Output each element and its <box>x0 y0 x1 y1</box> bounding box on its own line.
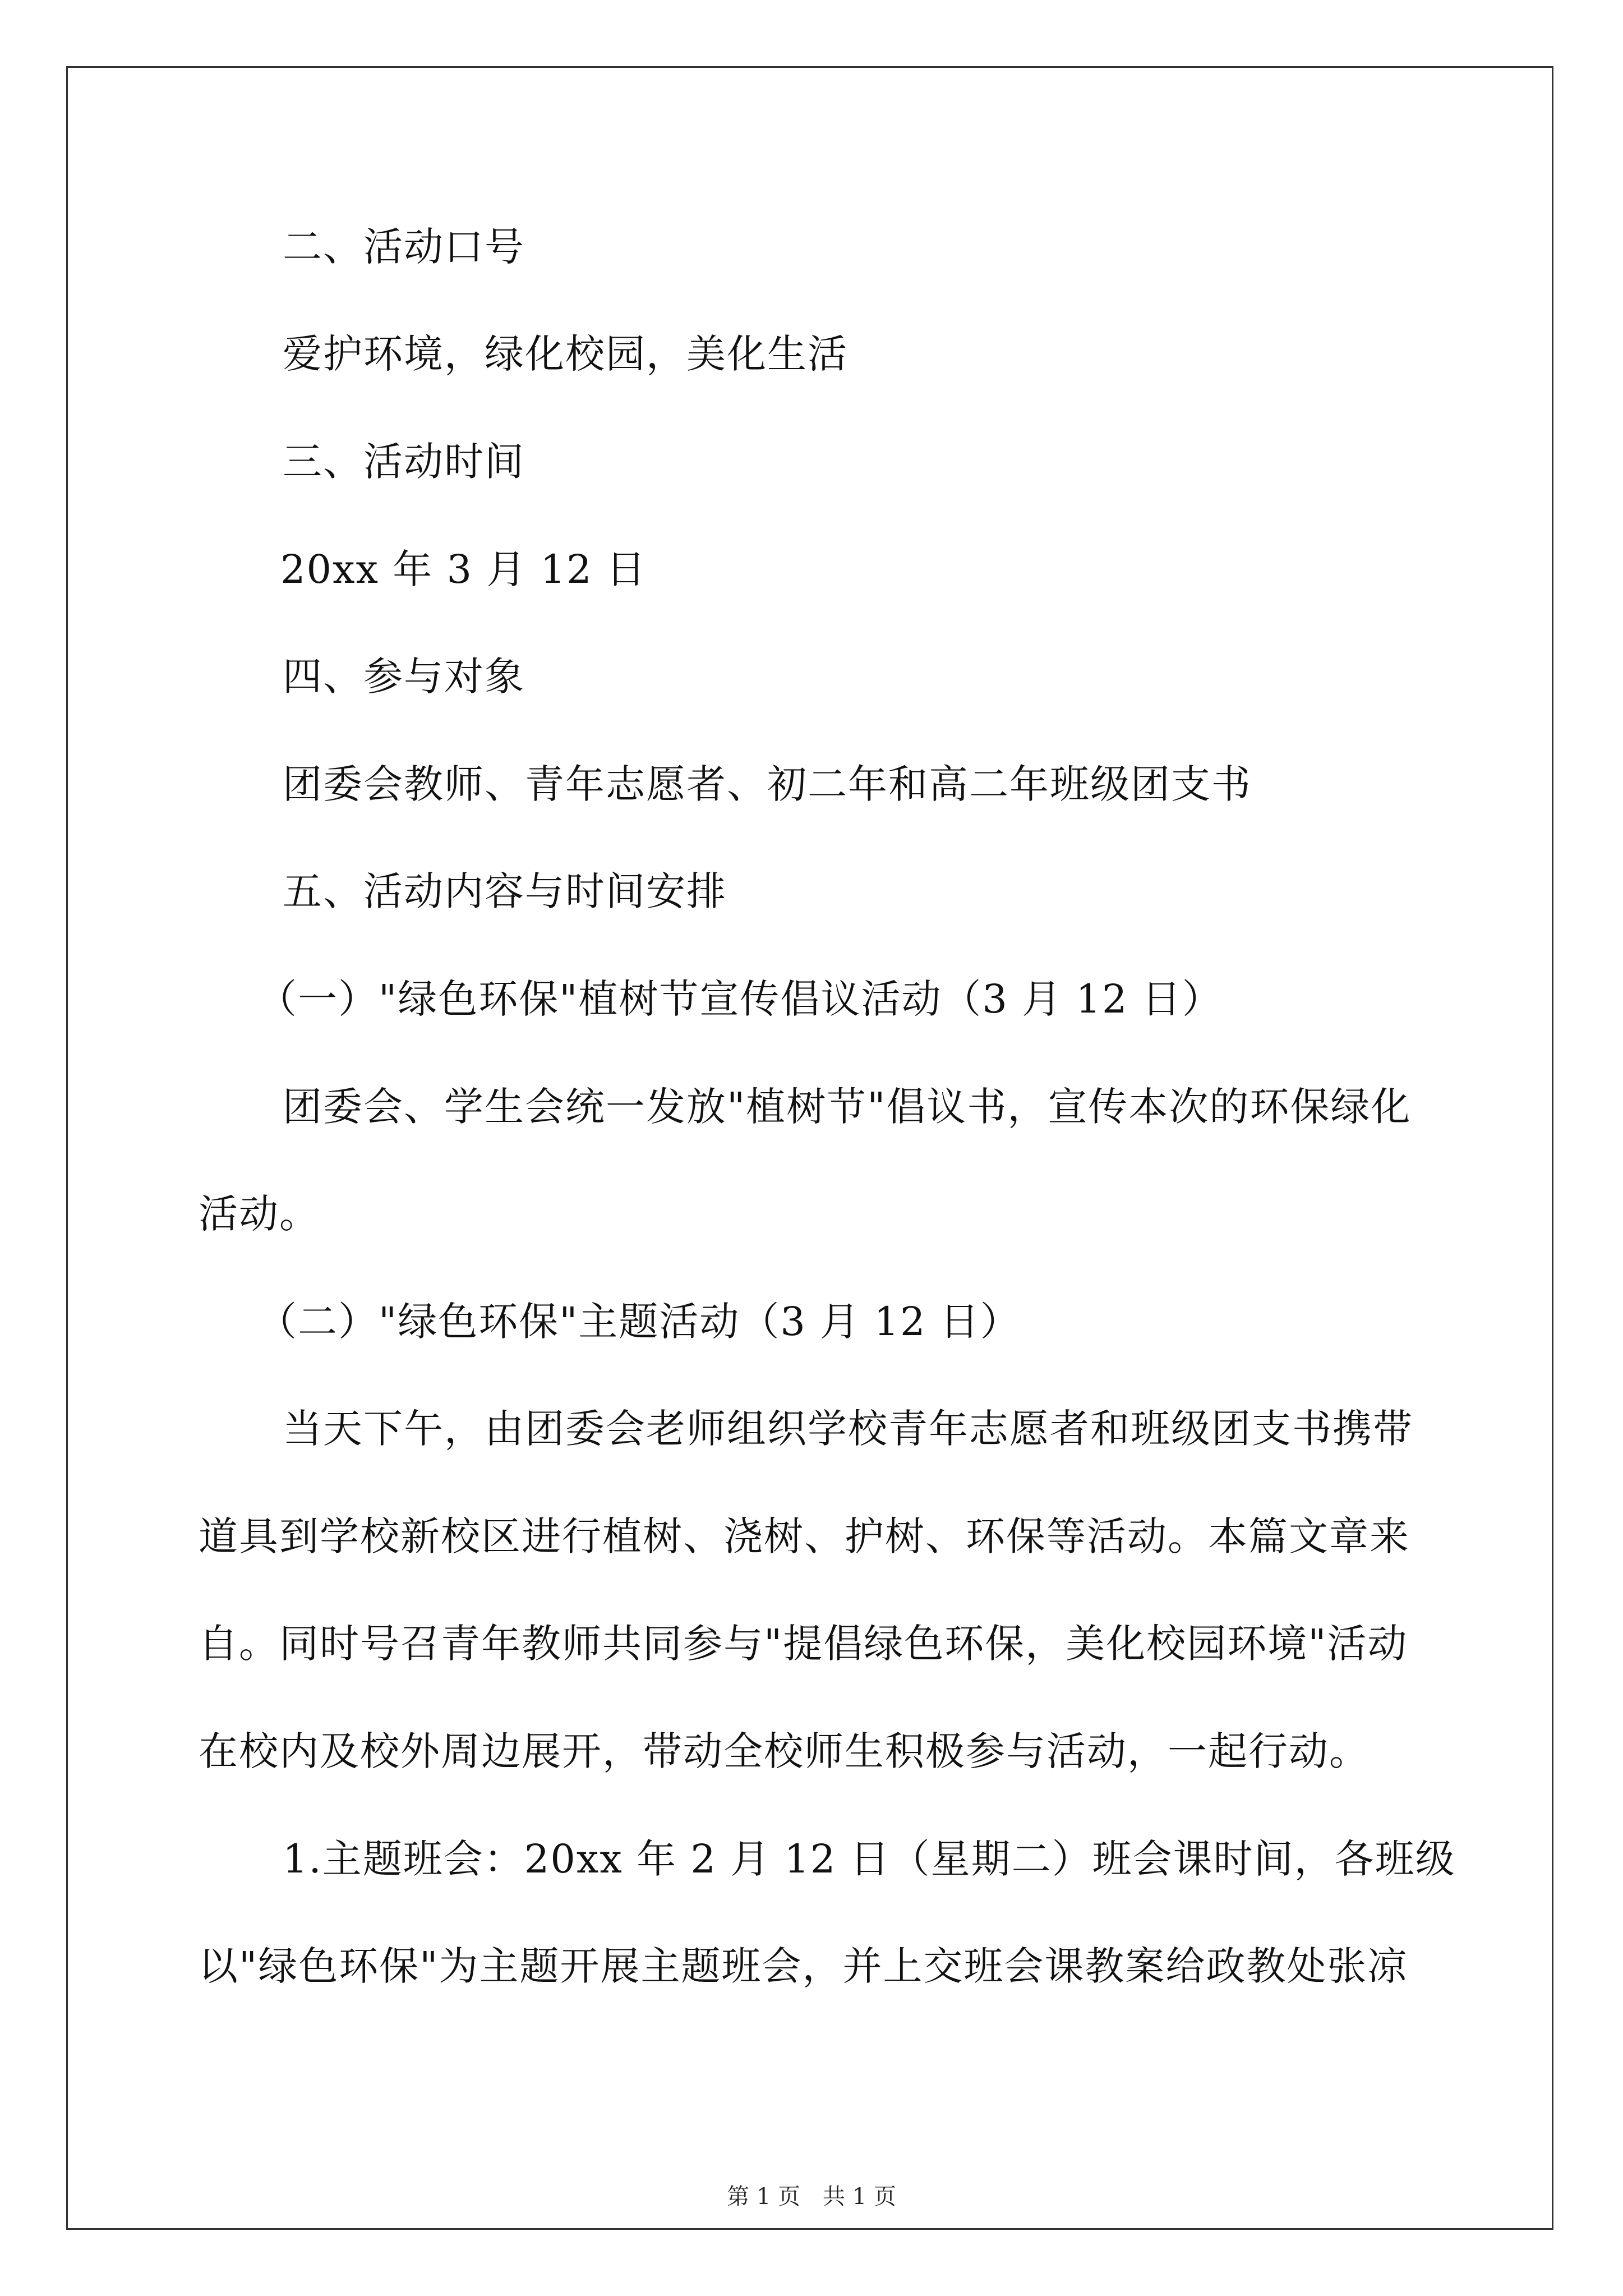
paragraph-line: 活动。 <box>199 1191 320 1237</box>
time-text: 20xx 年 3 月 12 日 <box>280 546 647 592</box>
heading-slogan: 二、活动口号 <box>283 224 525 270</box>
paragraph-line: 道具到学校新校区进行植树、浇树、护树、环保等活动。本篇文章来 <box>199 1513 1410 1559</box>
page-border <box>66 66 1553 2230</box>
heading-participants: 四、参与对象 <box>283 654 525 700</box>
paragraph-line: 在校内及校外周边展开，带动全校师生积极参与活动，一起行动。 <box>199 1728 1370 1774</box>
paragraph-line: 自。同时号召青年教师共同参与"提倡绿色环保，美化校园环境"活动 <box>199 1621 1408 1667</box>
subheading-one: （一）"绿色环保"植树节宣传倡议活动（3 月 12 日） <box>257 976 1223 1022</box>
paragraph-line: 1.主题班会：20xx 年 2 月 12 日（星期二）班会课时间，各班级 <box>283 1836 1456 1882</box>
heading-time: 三、活动时间 <box>283 439 525 485</box>
page-footer: 第 1 页 共 1 页 <box>727 2184 896 2210</box>
subheading-two: （二）"绿色环保"主题活动（3 月 12 日） <box>257 1299 1021 1345</box>
paragraph-line: 团委会、学生会统一发放"植树节"倡议书，宣传本次的环保绿化 <box>283 1084 1412 1130</box>
participants-text: 团委会教师、青年志愿者、初二年和高二年班级团支书 <box>283 761 1252 807</box>
slogan-text: 爱护环境，绿化校园，美化生活 <box>283 331 848 377</box>
heading-content: 五、活动内容与时间安排 <box>283 868 727 914</box>
paragraph-line: 当天下午，由团委会老师组织学校青年志愿者和班级团支书携带 <box>283 1406 1413 1452</box>
paragraph-line: 以"绿色环保"为主题开展主题班会，并上交班会课教案给政教处张凉 <box>199 1943 1408 1989</box>
